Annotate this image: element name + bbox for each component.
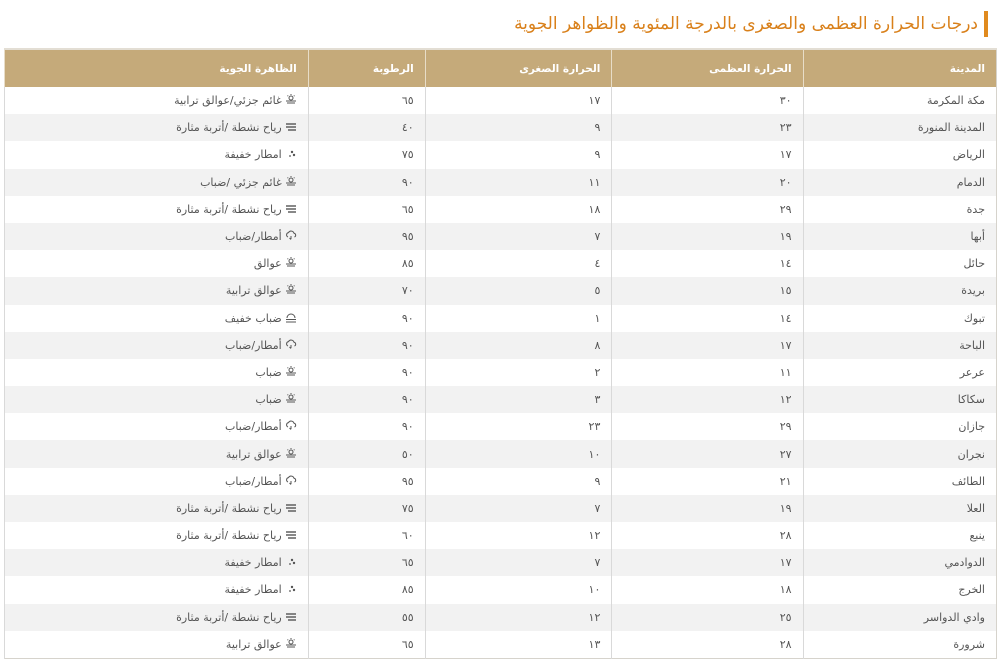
- cell-max-temp: ١٤: [612, 250, 803, 277]
- cell-min-temp: ٤: [425, 250, 612, 277]
- phenomenon-label: أمطار/ضباب: [225, 338, 282, 352]
- phenomenon-label: ضباب: [255, 365, 282, 379]
- cell-city: الرياض: [803, 141, 996, 168]
- cell-max-temp: ١٧: [612, 332, 803, 359]
- light-rain-icon: [285, 556, 297, 567]
- cell-city: الطائف: [803, 468, 996, 495]
- cell-max-temp: ٢٧: [612, 440, 803, 467]
- cell-city: عرعر: [803, 359, 996, 386]
- cell-city: ينبع: [803, 522, 996, 549]
- cell-max-temp: ٢٩: [612, 413, 803, 440]
- cell-phenomenon: [5, 413, 309, 440]
- phenomenon-label: غائم جزئي/عوالق ترابية: [174, 94, 282, 108]
- phenomenon-label: عوالق: [253, 257, 282, 271]
- cell-phenomenon: [5, 549, 309, 576]
- cell-humidity: ٧٠: [308, 277, 425, 304]
- cell-humidity: ٩٥: [308, 468, 425, 495]
- cell-humidity: ٥٥: [308, 604, 425, 631]
- cell-min-temp: ٥: [425, 277, 612, 304]
- phenomenon-label: رياح نشطة /أتربة مثارة: [176, 501, 282, 515]
- fog-icon: [285, 312, 297, 323]
- phenomenon-label: أمطار/ضباب: [225, 474, 282, 488]
- header-min-temp: الحرارة الصغرى: [425, 49, 612, 87]
- phenomenon-label: غائم جزئي /ضباب: [200, 175, 282, 189]
- cell-humidity: ٧٥: [308, 495, 425, 522]
- cell-phenomenon: [5, 141, 309, 168]
- header-humidity: الرطوبة: [308, 49, 425, 87]
- cell-max-temp: ١١: [612, 359, 803, 386]
- light-rain-icon: [285, 583, 297, 594]
- rain-cloud-icon: [285, 230, 297, 241]
- cell-max-temp: ١٨: [612, 576, 803, 603]
- wind-icon: [285, 529, 297, 540]
- cell-max-temp: ١٤: [612, 305, 803, 332]
- cell-min-temp: ٩: [425, 468, 612, 495]
- cell-city: شرورة: [803, 631, 996, 659]
- cell-humidity: ٨٥: [308, 576, 425, 603]
- cell-phenomenon: [5, 196, 309, 223]
- cell-humidity: ٩٠: [308, 386, 425, 413]
- table-row: [5, 114, 997, 141]
- cell-max-temp: ٣٠: [612, 87, 803, 114]
- cell-phenomenon: [5, 468, 309, 495]
- cell-humidity: ٨٥: [308, 250, 425, 277]
- phenomenon-label: رياح نشطة /أتربة مثارة: [176, 121, 282, 135]
- table-row: [5, 604, 997, 631]
- table-row: [5, 169, 997, 196]
- cell-max-temp: ٢٥: [612, 604, 803, 631]
- cell-min-temp: ٧: [425, 495, 612, 522]
- cell-max-temp: ٢٨: [612, 631, 803, 659]
- table-row: [5, 87, 997, 114]
- cell-max-temp: ٢٨: [612, 522, 803, 549]
- cell-min-temp: ١٢: [425, 522, 612, 549]
- cell-min-temp: ١٢: [425, 604, 612, 631]
- table-row: [5, 386, 997, 413]
- cell-humidity: ٥٠: [308, 440, 425, 467]
- cell-humidity: ٩٠: [308, 359, 425, 386]
- table-row: [5, 223, 997, 250]
- cell-city: المدينة المنورة: [803, 114, 996, 141]
- cell-city: العلا: [803, 495, 996, 522]
- partly-cloudy-dust-icon: [285, 94, 297, 105]
- cell-humidity: ٩٠: [308, 413, 425, 440]
- table-row: [5, 141, 997, 168]
- cell-min-temp: ٢٣: [425, 413, 612, 440]
- wind-icon: [285, 121, 297, 132]
- cell-humidity: ٦٠: [308, 522, 425, 549]
- partly-cloudy-dust-icon: [285, 448, 297, 459]
- cell-city: نجران: [803, 440, 996, 467]
- cell-humidity: ٦٥: [308, 549, 425, 576]
- partly-cloudy-dust-icon: [285, 284, 297, 295]
- phenomenon-label: امطار خفيفة: [224, 148, 282, 162]
- cell-humidity: ٩٥: [308, 223, 425, 250]
- cell-min-temp: ٧: [425, 549, 612, 576]
- table-row: [5, 277, 997, 304]
- cell-min-temp: ٩: [425, 141, 612, 168]
- cell-phenomenon: [5, 631, 309, 659]
- cell-city: سكاكا: [803, 386, 996, 413]
- table-row: [5, 468, 997, 495]
- wind-icon: [285, 502, 297, 513]
- cell-max-temp: ١٩: [612, 223, 803, 250]
- cell-max-temp: ١٧: [612, 549, 803, 576]
- table-row: [5, 332, 997, 359]
- cell-phenomenon: [5, 250, 309, 277]
- page-header: [0, 9, 1000, 39]
- cell-min-temp: ٣: [425, 386, 612, 413]
- phenomenon-label: رياح نشطة /أتربة مثارة: [176, 529, 282, 543]
- cell-city: بريدة: [803, 277, 996, 304]
- table-row: [5, 440, 997, 467]
- cell-city: أبها: [803, 223, 996, 250]
- cell-max-temp: ١٧: [612, 141, 803, 168]
- cell-min-temp: ١١: [425, 169, 612, 196]
- table-row: [5, 196, 997, 223]
- cell-city: جازان: [803, 413, 996, 440]
- cell-phenomenon: [5, 223, 309, 250]
- phenomenon-label: عوالق ترابية: [225, 637, 282, 651]
- cell-phenomenon: [5, 277, 309, 304]
- cell-min-temp: ١٠: [425, 576, 612, 603]
- header-phenomenon: الظاهرة الجوية: [5, 49, 309, 87]
- cell-phenomenon: [5, 87, 309, 114]
- cell-max-temp: ١٥: [612, 277, 803, 304]
- cell-max-temp: ٢٩: [612, 196, 803, 223]
- cell-humidity: ٧٥: [308, 141, 425, 168]
- cell-min-temp: ٩: [425, 114, 612, 141]
- cell-humidity: ٦٥: [308, 631, 425, 659]
- phenomenon-label: عوالق ترابية: [225, 284, 282, 298]
- phenomenon-label: ضباب: [255, 393, 282, 407]
- cell-phenomenon: [5, 604, 309, 631]
- table-row: [5, 495, 997, 522]
- table-row: [5, 522, 997, 549]
- cell-min-temp: ٧: [425, 223, 612, 250]
- cell-phenomenon: [5, 576, 309, 603]
- cell-city: وادي الدواسر: [803, 604, 996, 631]
- phenomenon-label: أمطار/ضباب: [225, 420, 282, 434]
- cell-phenomenon: [5, 332, 309, 359]
- cell-city: الخرج: [803, 576, 996, 603]
- partly-cloudy-dust-icon: [285, 393, 297, 404]
- partly-cloudy-dust-icon: [285, 257, 297, 268]
- cell-min-temp: ١: [425, 305, 612, 332]
- cell-min-temp: ١٣: [425, 631, 612, 659]
- partly-cloudy-dust-icon: [285, 638, 297, 649]
- wind-icon: [285, 611, 297, 622]
- cell-city: الدوادمي: [803, 549, 996, 576]
- cell-min-temp: ١٧: [425, 87, 612, 114]
- cell-max-temp: ٢١: [612, 468, 803, 495]
- header-city: المدينة: [803, 49, 996, 87]
- cell-humidity: ٦٥: [308, 87, 425, 114]
- cell-city: حائل: [803, 250, 996, 277]
- cell-city: الباحة: [803, 332, 996, 359]
- phenomenon-label: امطار خفيفة: [224, 556, 282, 570]
- weather-table: [4, 48, 997, 659]
- cell-humidity: ٩٠: [308, 332, 425, 359]
- partly-cloudy-dust-icon: [285, 366, 297, 377]
- cell-max-temp: ١٢: [612, 386, 803, 413]
- cell-humidity: ٩٠: [308, 305, 425, 332]
- cell-phenomenon: [5, 305, 309, 332]
- cell-humidity: ٤٠: [308, 114, 425, 141]
- partly-cloudy-dust-icon: [285, 176, 297, 187]
- cell-phenomenon: [5, 440, 309, 467]
- rain-cloud-icon: [285, 475, 297, 486]
- table-row: [5, 413, 997, 440]
- table-row: [5, 576, 997, 603]
- table-row: [5, 359, 997, 386]
- cell-max-temp: ٢٠: [612, 169, 803, 196]
- cell-phenomenon: [5, 495, 309, 522]
- cell-humidity: ٩٠: [308, 169, 425, 196]
- phenomenon-label: ضباب خفيف: [224, 311, 282, 325]
- cell-max-temp: ١٩: [612, 495, 803, 522]
- cell-min-temp: ٢: [425, 359, 612, 386]
- header-max-temp: الحرارة العظمى: [612, 49, 803, 87]
- rain-cloud-icon: [285, 339, 297, 350]
- phenomenon-label: رياح نشطة /أتربة مثارة: [176, 202, 282, 216]
- phenomenon-label: عوالق ترابية: [225, 447, 282, 461]
- cell-city: مكة المكرمة: [803, 87, 996, 114]
- cell-min-temp: ١٨: [425, 196, 612, 223]
- table-row: [5, 250, 997, 277]
- title-accent-bar: [984, 11, 988, 37]
- cell-min-temp: ١٠: [425, 440, 612, 467]
- cell-max-temp: ٢٣: [612, 114, 803, 141]
- cell-humidity: ٦٥: [308, 196, 425, 223]
- phenomenon-label: رياح نشطة /أتربة مثارة: [176, 610, 282, 624]
- cell-phenomenon: [5, 386, 309, 413]
- table-row: [5, 631, 997, 659]
- cell-city: الدمام: [803, 169, 996, 196]
- cell-phenomenon: [5, 169, 309, 196]
- rain-cloud-icon: [285, 420, 297, 431]
- cell-phenomenon: [5, 359, 309, 386]
- table-row: [5, 549, 997, 576]
- phenomenon-label: أمطار/ضباب: [225, 230, 282, 244]
- phenomenon-label: امطار خفيفة: [224, 583, 282, 597]
- light-rain-icon: [285, 148, 297, 159]
- page-title: درجات الحرارة العظمى والصغرى بالدرجة المئوية والظواهر الجوية: [514, 14, 978, 34]
- cell-phenomenon: [5, 114, 309, 141]
- table-row: [5, 305, 997, 332]
- table-header-row: [5, 49, 997, 87]
- cell-city: تبوك: [803, 305, 996, 332]
- cell-min-temp: ٨: [425, 332, 612, 359]
- cell-phenomenon: [5, 522, 309, 549]
- wind-icon: [285, 203, 297, 214]
- cell-city: جدة: [803, 196, 996, 223]
